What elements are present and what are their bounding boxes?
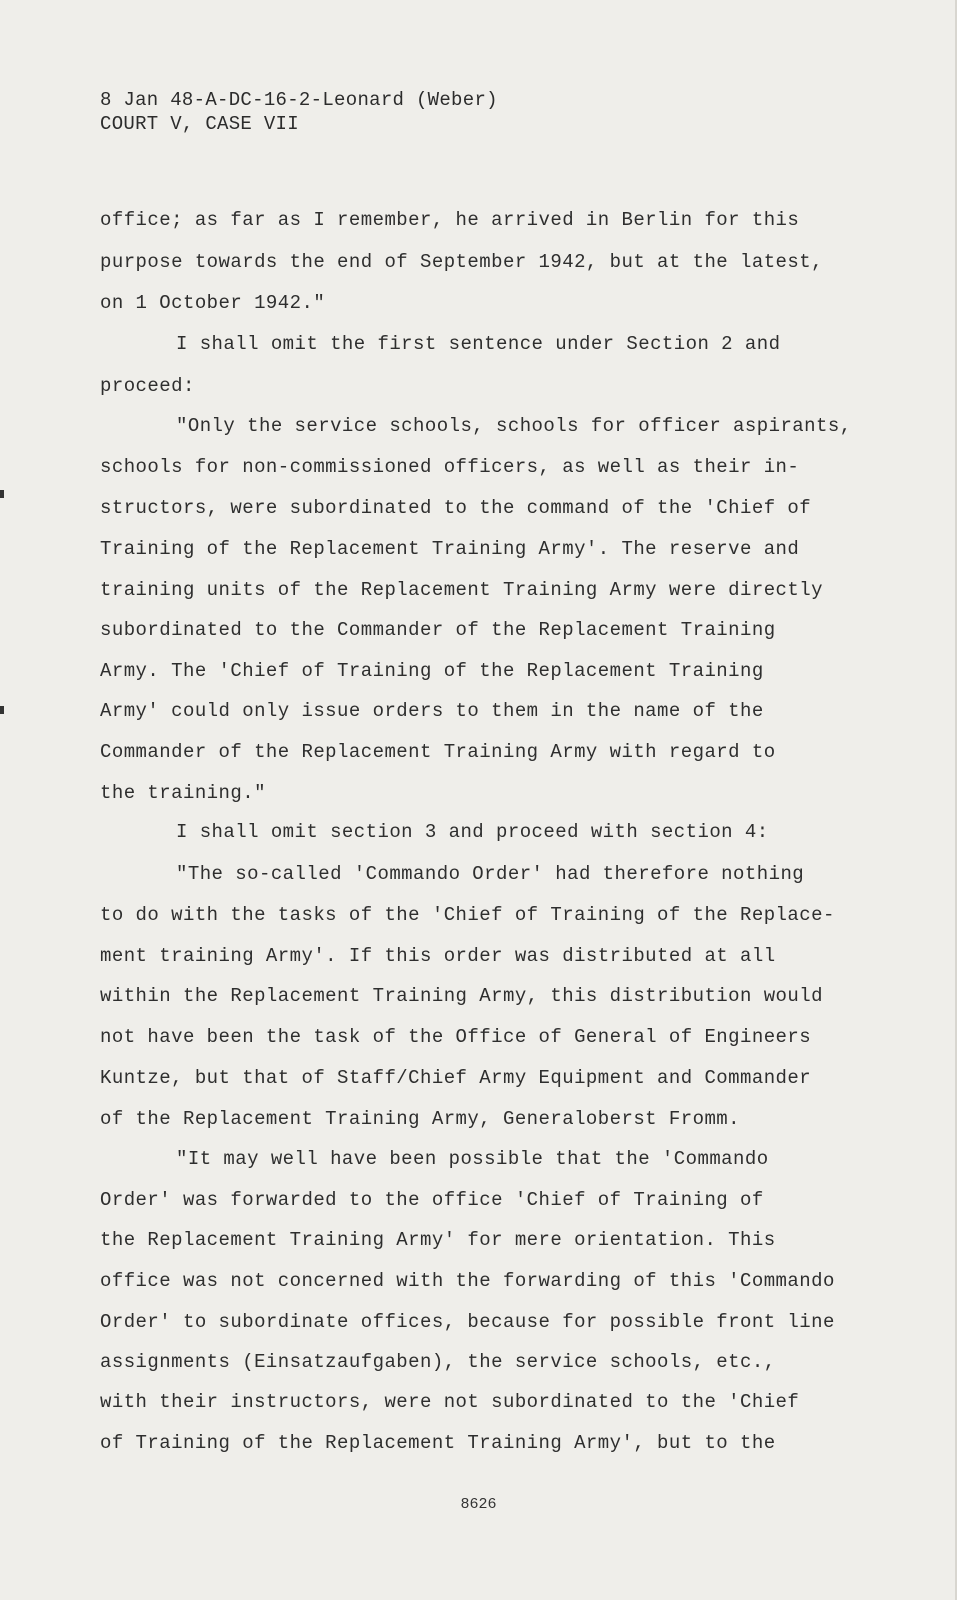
text-line: of the Replacement Training Army, Generaloberst Fromm. — [100, 1108, 740, 1130]
text-line: the training." — [100, 782, 266, 804]
text-line: training units of the Replacement Training Army were directly — [100, 579, 823, 601]
scan-edge-mark — [0, 706, 4, 714]
text-line: of Training of the Replacement Training Army', but to the — [100, 1432, 776, 1454]
text-line: Training of the Replacement Training Army'. The reserve and — [100, 538, 800, 560]
header-reference: 8 Jan 48-A-DC-16-2-Leonard (Weber) — [100, 89, 498, 111]
text-line: "The so-called 'Commando Order' had therefore nothing — [176, 863, 805, 885]
text-line: Order' to subordinate offices, because for possible front line — [100, 1311, 835, 1333]
text-line: not have been the task of the Office of General of Engineers — [100, 1026, 812, 1048]
text-line: on 1 October 1942." — [100, 292, 326, 314]
text-line: "It may well have been possible that the 'Commando — [176, 1148, 769, 1170]
text-line: ment training Army'. If this order was distributed at all — [100, 945, 776, 967]
text-line: subordinated to the Commander of the Replacement Training — [100, 619, 776, 641]
scan-edge-mark — [0, 490, 4, 498]
text-line: with their instructors, were not subordinated to the 'Chief — [100, 1391, 800, 1413]
text-line: assignments (Einsatzaufgaben), the service schools, etc., — [100, 1351, 776, 1373]
page-number: 8626 — [460, 1496, 497, 1513]
text-line: schools for non-commissioned officers, as well as their in- — [100, 456, 800, 478]
text-line: office; as far as I remember, he arrived in Berlin for this — [100, 209, 800, 231]
text-line: Order' was forwarded to the office 'Chief of Training of — [100, 1189, 764, 1211]
text-line: Army. The 'Chief of Training of the Replacement Training — [100, 660, 764, 682]
text-line: I shall omit section 3 and proceed with section 4: — [176, 821, 769, 843]
text-line: I shall omit the first sentence under Section 2 and — [176, 333, 781, 355]
text-line: the Replacement Training Army' for mere orientation. This — [100, 1229, 776, 1251]
text-line: Kuntze, but that of Staff/Chief Army Equipment and Commander — [100, 1067, 812, 1089]
text-line: to do with the tasks of the 'Chief of Training of the Replace- — [100, 904, 835, 926]
text-line: "Only the service schools, schools for officer aspirants, — [176, 415, 852, 437]
text-line: proceed: — [100, 375, 195, 397]
text-line: purpose towards the end of September 1942, but at the latest, — [100, 251, 823, 273]
text-line: structors, were subordinated to the command of the 'Chief of — [100, 497, 812, 519]
header-court-case: COURT V, CASE VII — [100, 113, 299, 135]
text-line: Commander of the Replacement Training Army with regard to — [100, 741, 776, 763]
document-header — [100, 88, 498, 136]
text-line: office was not concerned with the forwarding of this 'Commando — [100, 1270, 835, 1292]
text-line: within the Replacement Training Army, this distribution would — [100, 985, 823, 1007]
text-line: Army' could only issue orders to them in the name of the — [100, 700, 764, 722]
